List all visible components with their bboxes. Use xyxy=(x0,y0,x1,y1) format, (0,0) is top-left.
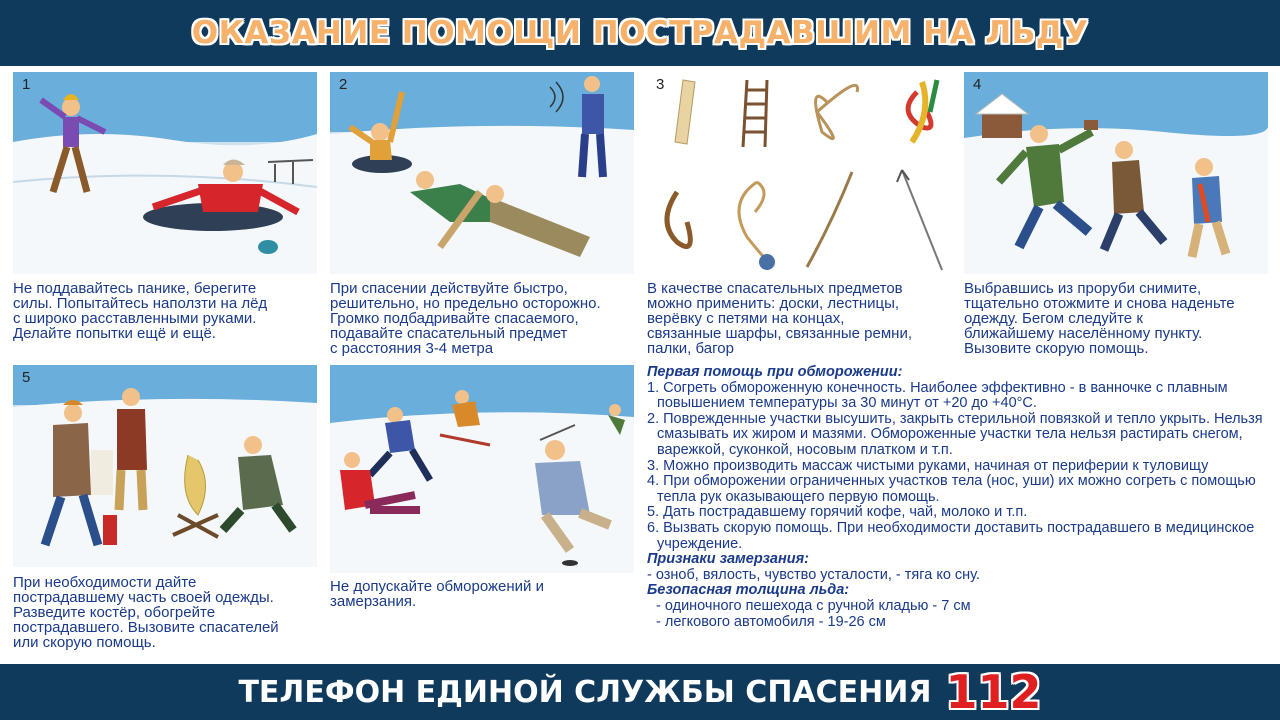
freezing-text: - озноб, вялость, чувство усталости, - тяга ко сну. xyxy=(647,566,981,583)
panel-6-caption: Не допускайте обморожений и замерзания. xyxy=(330,578,544,610)
ice-thickness-item: - легкового автомобиля - 19-26 см xyxy=(656,613,886,630)
header-bar xyxy=(0,0,1280,66)
footer-bar xyxy=(0,664,1280,720)
panel-4-caption: Выбравшись из проруби снимите, тщательно отожмите и снова наденьте одежду. Бегом следуйте к ближайшему населённому пункту. Вызовите скорую помощь. xyxy=(964,280,1235,357)
panel-number: 3 xyxy=(656,76,665,93)
first-aid-item: 5. Дать пострадавшему горячий кофе, чай, молоко и т.п. xyxy=(647,504,1028,521)
emergency-number: 112 xyxy=(945,665,1042,719)
rescue-image xyxy=(330,72,634,274)
freezing-title: Признаки замерзания: xyxy=(647,551,809,568)
panel-3-illustration xyxy=(647,72,951,274)
panel-4-illustration xyxy=(964,72,1268,274)
rescue-items-image xyxy=(647,72,951,274)
ice-thickness-item: - одиночного пешехода с ручной кладью - 7 см xyxy=(656,597,971,614)
ice-thickness-title: Безопасная толщина льда: xyxy=(647,582,850,599)
panel-5-caption: При необходимости дайте пострадавшему часть своей одежды. Разведите костёр, обогрейте пострадавшего. Вызовите спасателей или скорую помощь. xyxy=(13,574,279,651)
panel-number: 4 xyxy=(973,76,982,93)
footer-label: ТЕЛЕФОН ЕДИНОЙ СЛУЖБЫ СПАСЕНИЯ xyxy=(238,674,932,710)
first-aid-item: 6. Вызвать скорую помощь. При необходимости доставить пострадавшего в медицинское учреждение. xyxy=(647,519,1255,552)
panel-2-caption: При спасении действуйте быстро, решительно, но предельно осторожно. Громко подбадривайте спасаемого, подавайте спасательный предмет с расстояния 3-4 метра xyxy=(330,280,601,357)
panel-6-illustration xyxy=(330,365,634,573)
first-aid-item: 1. Согреть обмороженную конечность. Наиболее эффективно - в ванночке с плавным повышением температуры за 30 минут от +20 до +40°С. xyxy=(647,379,1228,412)
ice-crawling-image xyxy=(13,72,317,274)
first-aid-item: 3. Можно производить массаж чистыми руками, начиная от периферии к туловищу xyxy=(647,457,1209,474)
panel-1-illustration xyxy=(13,72,317,274)
first-aid-item: 2. Поврежденные участки высушить, закрыть стерильной повязкой и тепло укрыть. Нельзя смазывать их жиром и мазями. Обмороженные участки тела нельзя растирать снегом, варежкой, суконкой, носовым платком и т.п. xyxy=(647,410,1263,458)
panel-number: 2 xyxy=(339,76,348,93)
campfire-image xyxy=(13,365,317,567)
panel-number: 5 xyxy=(22,369,31,386)
panel-5-illustration xyxy=(13,365,317,567)
first-aid-title: Первая помощь при обморожении: xyxy=(647,364,903,380)
panel-2-illustration xyxy=(330,72,634,274)
panel-number: 1 xyxy=(22,76,31,93)
info-block xyxy=(647,365,1272,630)
skating-image xyxy=(330,365,634,573)
page-title: ОКАЗАНИЕ ПОМОЩИ ПОСТРАДАВШИМ НА ЛЬДУ xyxy=(191,15,1089,51)
panel-1-caption: Не поддавайтесь панике, берегите силы. Попытайтесь наползти на лёд с широко расставленными руками. Делайте попытки ещё и ещё. xyxy=(13,280,268,342)
first-aid-item: 4. При обморожении ограниченных участков тела (нос, уши) их можно согреть с помощью тепла рук оказывающего первую помощь. xyxy=(647,473,1256,505)
panel-3-caption: В качестве спасательных предметов можно применить: доски, лестницы, верёвку с петями на концах, связанные шарфы, связанные ремни, палки, багор xyxy=(647,280,913,357)
running-image xyxy=(964,72,1268,274)
